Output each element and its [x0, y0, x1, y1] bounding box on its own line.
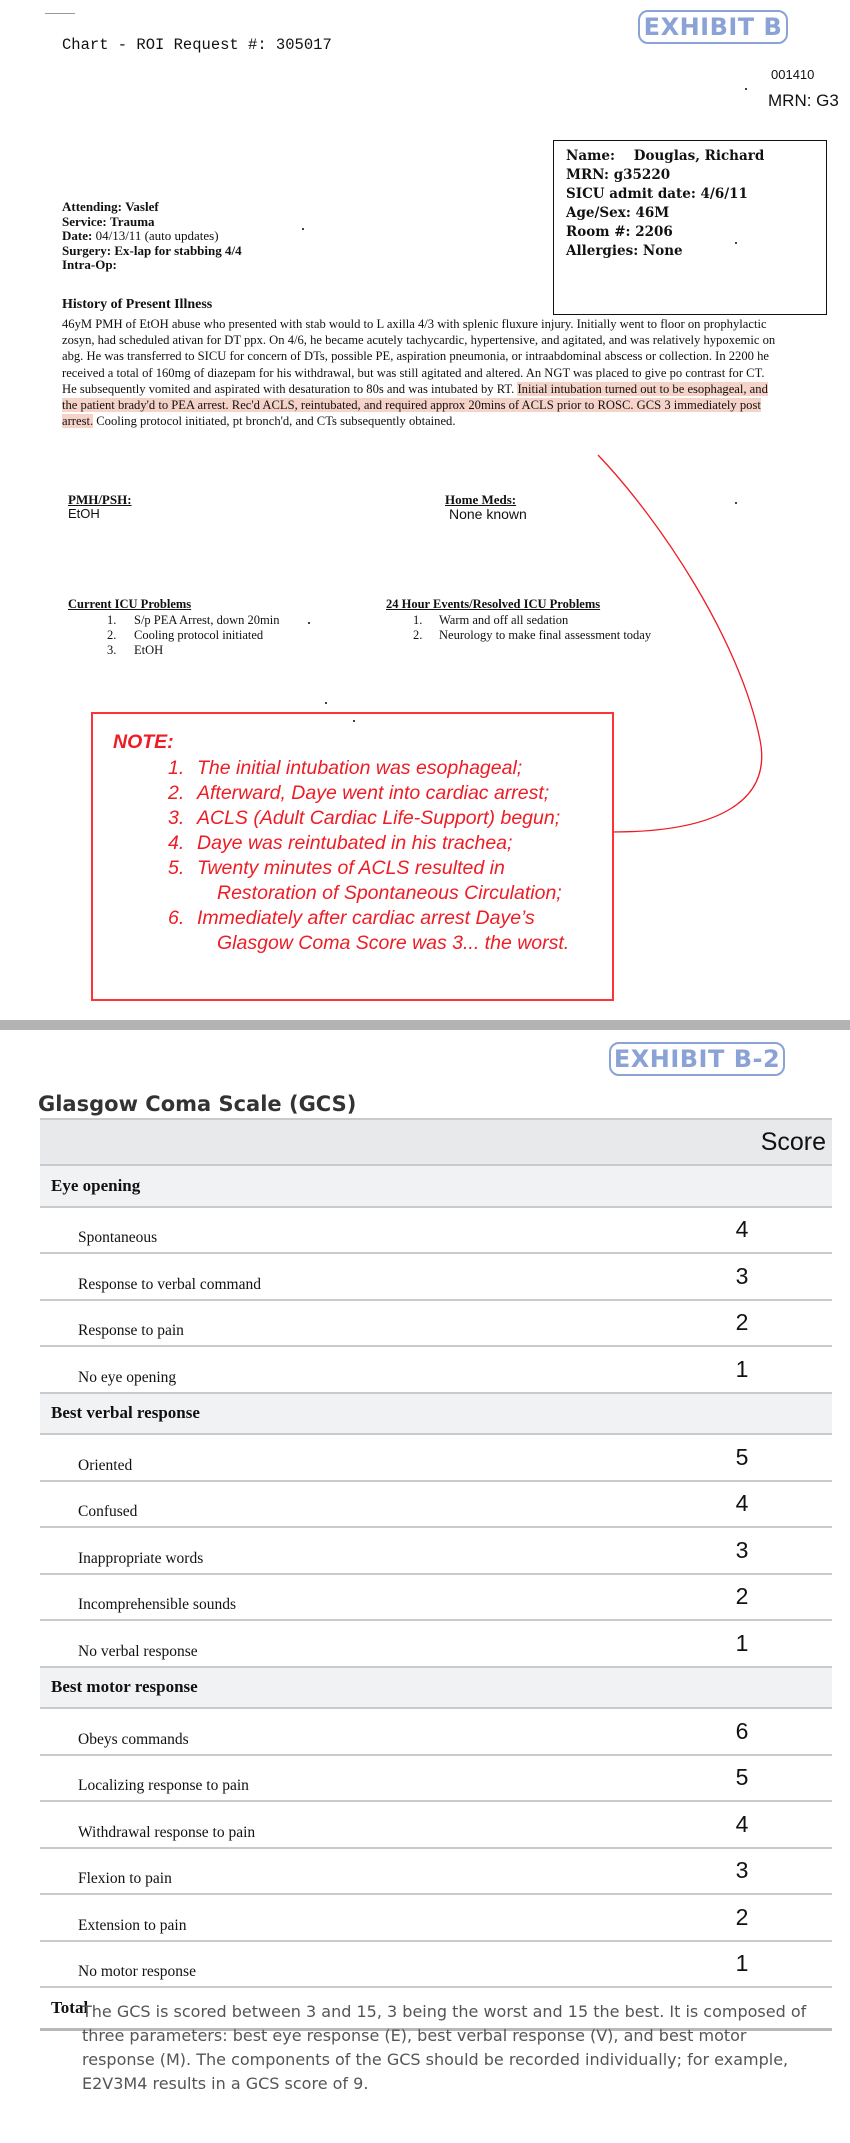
surgery-label: Surgery: — [62, 242, 112, 258]
gcs-row — [40, 1848, 832, 1895]
gcs-row — [40, 1527, 832, 1574]
page-divider — [0, 1020, 850, 1030]
gcs-category-eye: Eye opening — [40, 1165, 832, 1207]
gcs-item-score: 1 — [682, 1620, 832, 1667]
service-value: Trauma — [110, 213, 155, 229]
gcs-table — [40, 1118, 832, 2031]
gcs-row — [40, 1253, 832, 1300]
gcs-item-label: No eye opening — [40, 1346, 682, 1393]
events-title: 24 Hour Events/Resolved ICU Problems — [386, 597, 601, 611]
gcs-row — [40, 1207, 832, 1254]
gcs-item-label: Obeys commands — [40, 1708, 682, 1755]
gcs-item-score: 4 — [682, 1207, 832, 1254]
gcs-row — [40, 1941, 832, 1988]
gcs-item-score: 6 — [682, 1708, 832, 1755]
meds-title: Home Meds: — [445, 492, 517, 507]
note-item-4: 4. Daye was reintubated in his trachea; — [168, 832, 513, 854]
meds-value: None known — [449, 506, 527, 522]
gcs-item-label: Response to verbal command — [40, 1253, 682, 1300]
gcs-row — [40, 1481, 832, 1528]
gcs-item-label: No motor response — [40, 1941, 682, 1988]
icu-item-num: 3. — [107, 643, 117, 657]
gcs-row — [40, 1434, 832, 1481]
surgery-value: Ex-lap for stabbing 4/4 — [114, 242, 242, 258]
gcs-item-score: 2 — [682, 1574, 832, 1621]
gcs-row — [40, 1894, 832, 1941]
gcs-score-header: Score — [682, 1119, 832, 1165]
gcs-item-score: 2 — [682, 1300, 832, 1347]
gcs-row — [40, 1708, 832, 1755]
note-item-5: 5. Twenty minutes of ACLS resulted in — [168, 857, 505, 879]
gcs-item-score: 3 — [682, 1253, 832, 1300]
event-item-num: 1. — [413, 613, 423, 627]
patient-mrn: MRN: g35220 — [566, 167, 671, 183]
note-item-5-cont: Restoration of Spontaneous Circulation; — [217, 882, 562, 904]
gcs-item-label: Localizing response to pain — [40, 1755, 682, 1802]
gcs-total-label: Total — [40, 1987, 832, 2030]
gcs-item-label: Oriented — [40, 1434, 682, 1481]
date-label: Date: — [62, 228, 93, 243]
icu-problems-title: Current ICU Problems — [68, 597, 192, 611]
attending-value: Vaslef — [125, 199, 159, 214]
gcs-title: Glasgow Coma Scale (GCS) — [38, 1092, 357, 1116]
note-item-6: 6. Immediately after cardiac arrest Daye’s — [168, 907, 535, 929]
hpi-title: History of Present Illness — [62, 297, 213, 312]
gcs-category-verbal: Best verbal response — [40, 1393, 832, 1435]
gcs-item-label: Incomprehensible sounds — [40, 1574, 682, 1621]
gcs-item-label: Withdrawal response to pain — [40, 1801, 682, 1848]
pmh-title: PMH/PSH: — [68, 492, 132, 507]
mrn-corner: MRN: G3 — [768, 91, 839, 110]
gcs-row — [40, 1346, 832, 1393]
gcs-item-score: 1 — [682, 1346, 832, 1393]
gcs-category-row — [40, 1393, 832, 1435]
patient-admit-date: SICU admit date: 4/6/11 — [566, 186, 748, 202]
hpi-text-2: Cooling protocol initiated, pt bronch'd, and CTs subsequently obtained. — [96, 414, 456, 429]
gcs-item-score: 4 — [682, 1481, 832, 1528]
gcs-item-label: Response to pain — [40, 1300, 682, 1347]
gcs-item-label: Flexion to pain — [40, 1848, 682, 1895]
gcs-category-row — [40, 1667, 832, 1709]
note-title: NOTE: — [113, 731, 174, 753]
gcs-row — [40, 1574, 832, 1621]
gcs-item-label: Inappropriate words — [40, 1527, 682, 1574]
gcs-item-score: 3 — [682, 1527, 832, 1574]
patient-age-sex: Age/Sex: 46M — [566, 205, 670, 221]
gcs-item-label: Extension to pain — [40, 1894, 682, 1941]
gcs-item-score: 1 — [682, 1941, 832, 1988]
patient-name: Douglas, Richard — [633, 148, 765, 164]
note-item-1: 1. The initial intubation was esophageal; — [168, 757, 523, 779]
gcs-category-row — [40, 1165, 832, 1207]
gcs-item-score: 5 — [682, 1755, 832, 1802]
intraop-label: Intra-Op: — [62, 257, 117, 272]
patient-room: Room #: 2206 — [566, 224, 673, 240]
gcs-item-score: 5 — [682, 1434, 832, 1481]
date-value: 04/13/11 (auto updates) — [95, 228, 219, 243]
gcs-item-label: Confused — [40, 1481, 682, 1528]
patient-name-label: Name: — [566, 148, 615, 164]
note-item-2: 2. Afterward, Daye went into cardiac arrest; — [168, 782, 550, 804]
hpi-text-1: 46yM PMH of EtOH abuse who presented with stab would to L axilla 4/3 with splenic fluxure injury. Initially went to floor on prophylactic zosyn, had scheduled ativan for DT ppx. On 4/6, he became acutely tachycardic, hypertensive, and agitated, and was relatively hypoxemic on abg. He was transferred to SICU for concern of DTs, possible PE, aspiration pneumonia, or intraabdominal abscess or collection. In 2200 he received a total of 160mg of diazepam for his withdrawal, but was still agitated and altered. An NGT was placed to give po contrast for CT. He subsequently vomited and aspirated with desaturation to 80s and was intubated by RT. — [62, 317, 776, 396]
attending-label: Attending: — [62, 199, 122, 214]
icu-item: EtOH — [134, 643, 164, 657]
gcs-item-score: 4 — [682, 1801, 832, 1848]
gcs-item-score: 2 — [682, 1894, 832, 1941]
gcs-item-label: Spontaneous — [40, 1207, 682, 1254]
chart-header: Chart - ROI Request #: 305017 — [62, 36, 332, 54]
icu-item: Cooling protocol initiated — [134, 628, 264, 642]
callout-line — [598, 455, 762, 832]
icu-item-num: 1. — [107, 613, 117, 627]
event-item-num: 2. — [413, 628, 423, 642]
icu-item: S/p PEA Arrest, down 20min — [134, 613, 280, 627]
icu-item-num: 2. — [107, 628, 117, 642]
service-label: Service: — [62, 213, 107, 229]
gcs-row — [40, 1300, 832, 1347]
gcs-item-score: 3 — [682, 1848, 832, 1895]
pmh-value: EtOH — [68, 506, 100, 521]
event-item: Warm and off all sedation — [439, 613, 569, 627]
gcs-item-label: No verbal response — [40, 1620, 682, 1667]
gcs-explanation: The GCS is scored between 3 and 15, 3 being the worst and 15 the best. It is composed of three parameters: best eye response (E), best verbal response (V), and best motor response (M). The components of the GCS should be recorded individually; for example, E2V3M4 results in a GCS score of 9. — [82, 2002, 807, 2093]
note-item-6-cont: Glasgow Coma Score was 3... the worst. — [217, 932, 570, 954]
gcs-header-row — [40, 1119, 832, 1165]
note-item-3: 3. ACLS (Adult Cardiac Life-Support) begun; — [168, 807, 561, 829]
gcs-row — [40, 1801, 832, 1848]
gcs-row — [40, 1755, 832, 1802]
exhibit-b2-label: EXHIBIT B-2 — [609, 1042, 785, 1076]
gcs-category-motor: Best motor response — [40, 1667, 832, 1709]
note-box — [91, 712, 614, 1001]
event-item: Neurology to make final assessment today — [439, 628, 652, 642]
exhibit-b-label: EXHIBIT B — [638, 10, 788, 44]
hpi-highlight: Initial intubation turned out to be esophageal, and the patient brady'd to PEA arrest. Rec'd ACLS, reintubated, and required approx 20mins of ACLS prior to ROSC. GCS 3 immediately post arrest. — [62, 381, 768, 429]
gcs-row — [40, 1620, 832, 1667]
page-number: 001410 — [771, 67, 815, 82]
gcs-header-blank — [40, 1119, 682, 1165]
patient-allergies: Allergies: None — [566, 243, 683, 259]
